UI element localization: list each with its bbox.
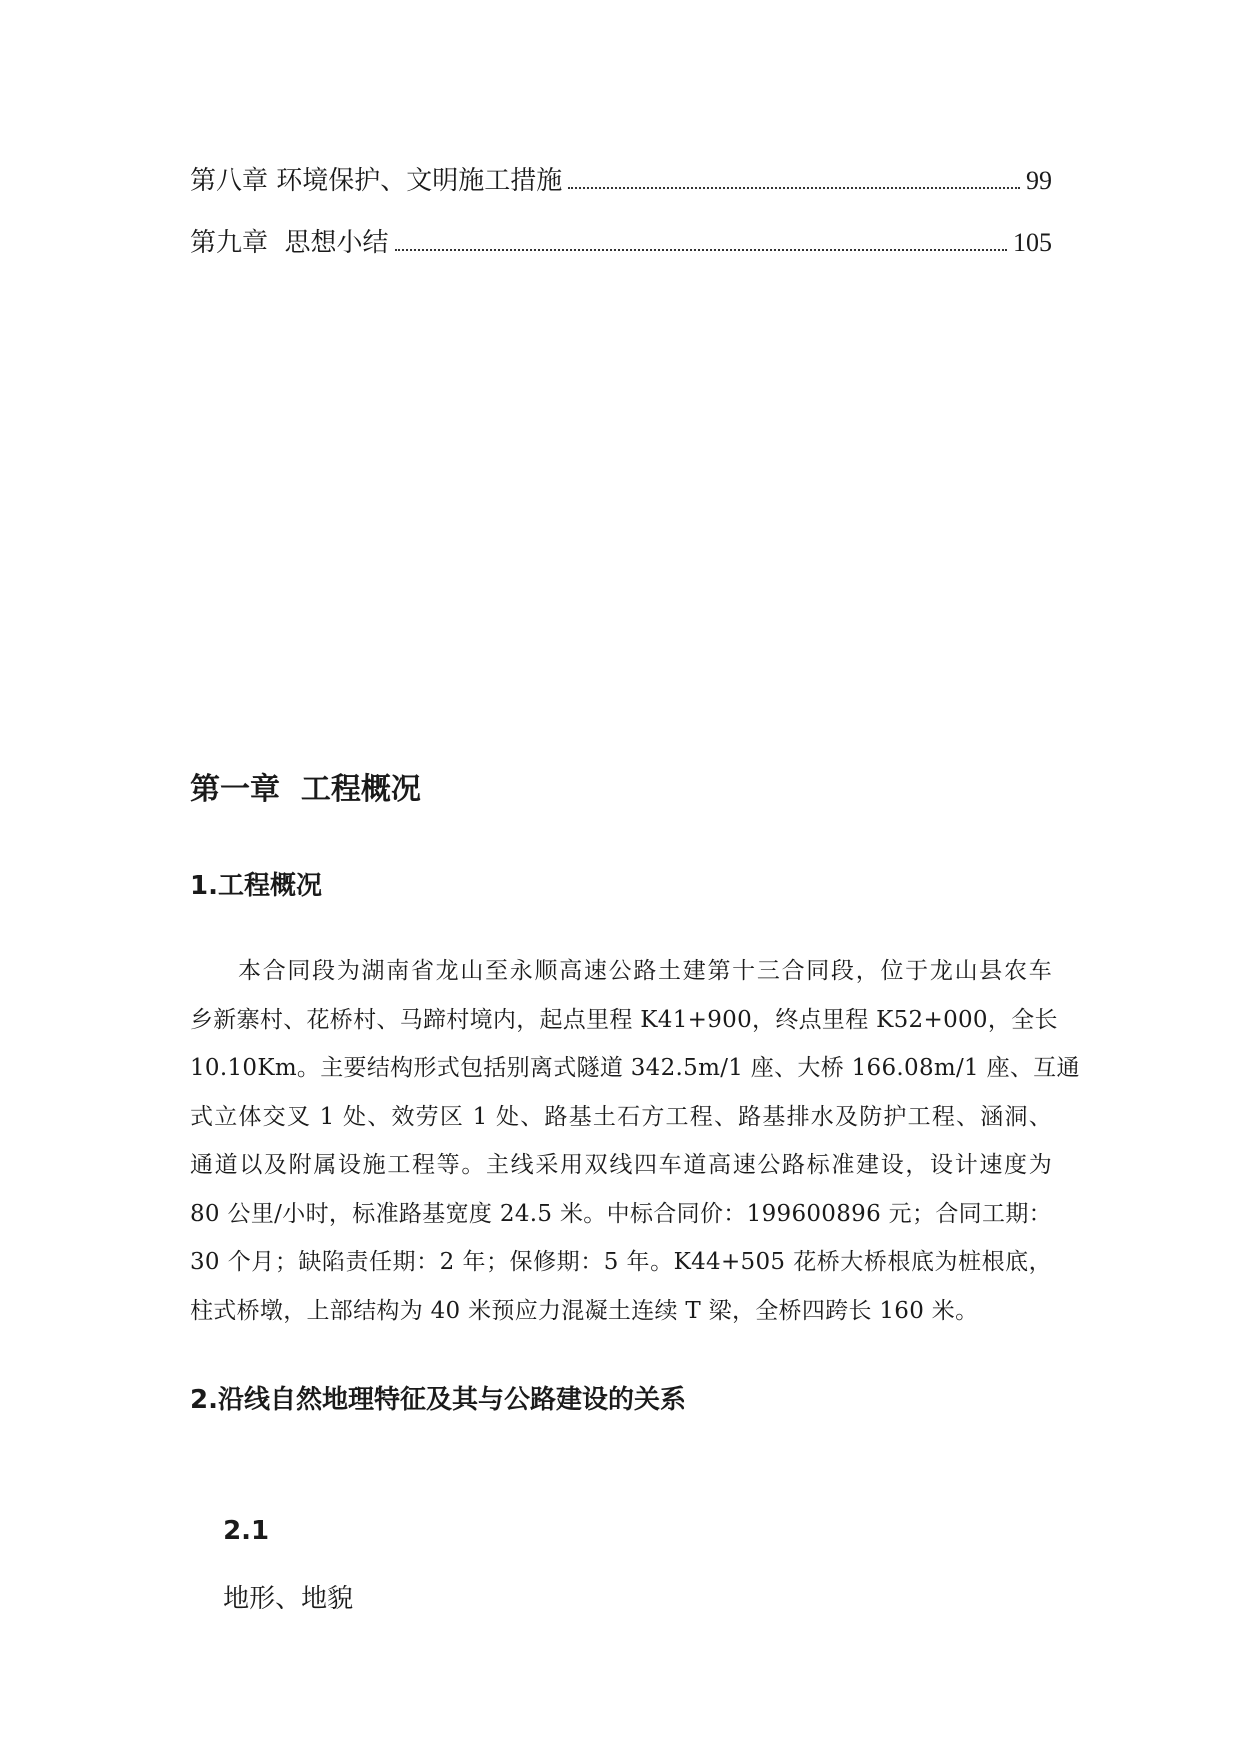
toc-entry[interactable] (190, 164, 1052, 198)
body-paragraph (190, 951, 1080, 1339)
paragraph-line: 本合同段为湖南省龙山至永顺高速公路土建第十三合同段，位于龙山县农车 (238, 958, 1052, 984)
chapter-title: 第一章 工程概况 (190, 772, 421, 807)
toc-entry-page: 99 (1026, 166, 1052, 195)
paragraph-line: 30 个月；缺陷责任期：2 年；保修期：5 年。K44+505 花桥大桥根底为桩根底， (190, 1249, 1052, 1275)
subsection-title: 地形、地貌 (223, 1584, 354, 1614)
toc-leader-dots (568, 186, 1020, 189)
toc-leader-dots (395, 248, 1007, 251)
paragraph-line: 乡新寨村、花桥村、马蹄村境内，起点里程 K41+900，终点里程 K52+000，全长 (190, 1006, 1058, 1033)
section-heading-2: 2.沿线自然地理特征及其与公路建设的关系 (190, 1385, 686, 1415)
paragraph-line: 80 公里/小时，标准路基宽度 24.5 米。中标合同价：199600896 元；合同工期： (190, 1200, 1052, 1227)
section-heading-1: 1.工程概况 (190, 871, 322, 901)
toc-entry-title: 第九章 思想小结 (190, 228, 389, 258)
subsection-number: 2.1 (223, 1516, 270, 1546)
paragraph-line: 10.10Km。主要结构形式包括别离式隧道 342.5m/1 座、大桥 166.08m/1 座、互通 (190, 1055, 1080, 1081)
paragraph-line: 通道以及附属设施工程等。主线采用双线四车道高速公路标准建设，设计速度为 (190, 1152, 1052, 1178)
toc-entry-title: 第八章 环境保护、文明施工措施 (190, 166, 563, 196)
toc-entry-page: 105 (1013, 228, 1052, 257)
paragraph-line: 式立体交叉 1 处、效劳区 1 处、路基土石方工程、路基排水及防护工程、涵洞、 (190, 1103, 1052, 1130)
subsection-heading-2-1 (190, 1480, 353, 1650)
paragraph-line: 柱式桥墩，上部结构为 40 米预应力混凝土连续 T 梁，全桥四跨长 160 米。 (190, 1297, 979, 1324)
toc-entry[interactable] (190, 226, 1052, 260)
